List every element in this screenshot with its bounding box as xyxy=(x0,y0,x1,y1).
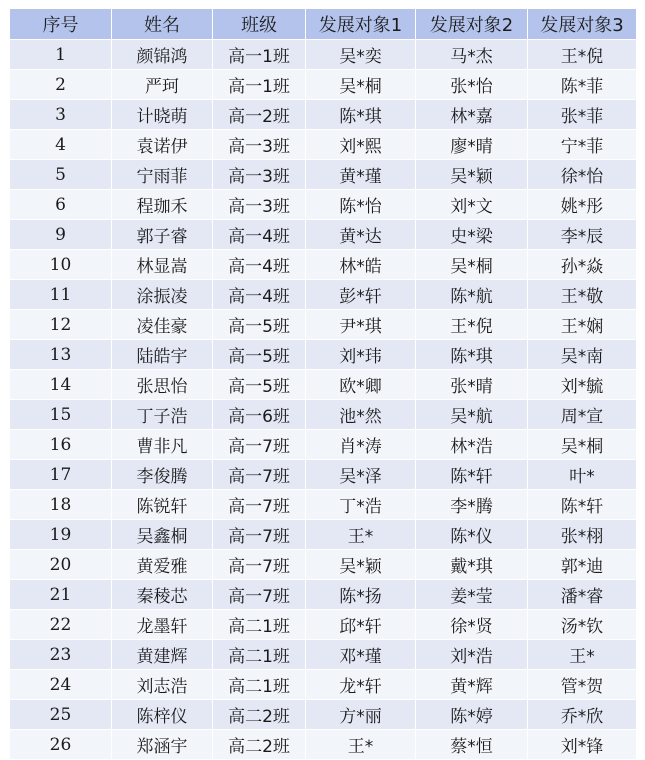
table-row xyxy=(10,730,637,760)
cell-class: 高一3班 xyxy=(213,130,306,160)
student-table xyxy=(9,8,637,760)
cell-index: 3 xyxy=(10,100,112,130)
cell-target-1: 陈*怡 xyxy=(306,190,416,220)
cell-target-1: 池*然 xyxy=(306,400,416,430)
cell-index: 12 xyxy=(10,310,112,340)
table-row xyxy=(10,190,637,220)
cell-name: 张思怡 xyxy=(112,370,213,400)
cell-target-1: 黄*达 xyxy=(306,220,416,250)
cell-index: 2 xyxy=(10,70,112,100)
cell-target-3: 王* xyxy=(528,640,637,670)
cell-class: 高一7班 xyxy=(213,520,306,550)
table-row xyxy=(10,550,637,580)
cell-target-1: 刘*玮 xyxy=(306,340,416,370)
table-row xyxy=(10,340,637,370)
table-row xyxy=(10,400,637,430)
cell-target-3: 孙*焱 xyxy=(528,250,637,280)
cell-target-3: 王*倪 xyxy=(528,40,637,70)
cell-name: 丁子浩 xyxy=(112,400,213,430)
cell-target-1: 欧*卿 xyxy=(306,370,416,400)
cell-class: 高一4班 xyxy=(213,280,306,310)
header-index: 序号 xyxy=(10,9,112,40)
cell-target-2: 刘*文 xyxy=(416,190,528,220)
cell-target-3: 潘*睿 xyxy=(528,580,637,610)
cell-target-3: 刘*毓 xyxy=(528,370,637,400)
cell-target-3: 陈*轩 xyxy=(528,490,637,520)
cell-target-2: 林*浩 xyxy=(416,430,528,460)
cell-target-3: 姚*彤 xyxy=(528,190,637,220)
table-row xyxy=(10,40,637,70)
table-row xyxy=(10,310,637,340)
cell-target-1: 吴*颖 xyxy=(306,550,416,580)
cell-name: 秦稜芯 xyxy=(112,580,213,610)
table-body xyxy=(10,40,637,760)
cell-target-3: 汤*钦 xyxy=(528,610,637,640)
cell-class: 高一7班 xyxy=(213,460,306,490)
header-class: 班级 xyxy=(213,9,306,40)
cell-target-2: 蔡*恒 xyxy=(416,730,528,760)
cell-target-1: 陈*琪 xyxy=(306,100,416,130)
cell-name: 曹非凡 xyxy=(112,430,213,460)
cell-index: 11 xyxy=(10,280,112,310)
cell-target-2: 陈*婷 xyxy=(416,700,528,730)
table-row xyxy=(10,370,637,400)
cell-target-1: 龙*轩 xyxy=(306,670,416,700)
cell-index: 22 xyxy=(10,610,112,640)
cell-index: 15 xyxy=(10,400,112,430)
cell-index: 10 xyxy=(10,250,112,280)
cell-index: 23 xyxy=(10,640,112,670)
cell-class: 高一3班 xyxy=(213,160,306,190)
cell-target-2: 吴*桐 xyxy=(416,250,528,280)
cell-target-3: 张*菲 xyxy=(528,100,637,130)
cell-target-2: 陈*琪 xyxy=(416,340,528,370)
cell-name: 袁诺伊 xyxy=(112,130,213,160)
cell-target-3: 吴*桐 xyxy=(528,430,637,460)
cell-name: 凌佳豪 xyxy=(112,310,213,340)
cell-target-2: 廖*晴 xyxy=(416,130,528,160)
cell-target-2: 张*怡 xyxy=(416,70,528,100)
cell-target-2: 王*倪 xyxy=(416,310,528,340)
cell-class: 高一5班 xyxy=(213,310,306,340)
cell-index: 13 xyxy=(10,340,112,370)
cell-class: 高一1班 xyxy=(213,70,306,100)
cell-target-1: 吴*奕 xyxy=(306,40,416,70)
cell-class: 高一2班 xyxy=(213,100,306,130)
cell-target-1: 尹*琪 xyxy=(306,310,416,340)
cell-class: 高一6班 xyxy=(213,400,306,430)
cell-class: 高一3班 xyxy=(213,190,306,220)
cell-target-2: 张*晴 xyxy=(416,370,528,400)
cell-target-1: 彭*轩 xyxy=(306,280,416,310)
cell-target-2: 林*嘉 xyxy=(416,100,528,130)
cell-name: 郭子睿 xyxy=(112,220,213,250)
cell-class: 高一7班 xyxy=(213,550,306,580)
cell-target-1: 陈*扬 xyxy=(306,580,416,610)
cell-target-3: 刘*锋 xyxy=(528,730,637,760)
cell-name: 程珈禾 xyxy=(112,190,213,220)
cell-name: 郑涵宇 xyxy=(112,730,213,760)
cell-target-3: 陈*菲 xyxy=(528,70,637,100)
cell-index: 26 xyxy=(10,730,112,760)
table-row xyxy=(10,250,637,280)
cell-class: 高一7班 xyxy=(213,490,306,520)
cell-target-3: 吴*南 xyxy=(528,340,637,370)
cell-name: 吴鑫桐 xyxy=(112,520,213,550)
cell-name: 颜锦鸿 xyxy=(112,40,213,70)
cell-index: 9 xyxy=(10,220,112,250)
cell-name: 李俊腾 xyxy=(112,460,213,490)
table-row xyxy=(10,610,637,640)
cell-target-3: 乔*欣 xyxy=(528,700,637,730)
cell-index: 5 xyxy=(10,160,112,190)
cell-target-2: 姜*莹 xyxy=(416,580,528,610)
cell-target-1: 邓*瑾 xyxy=(306,640,416,670)
cell-target-2: 戴*琪 xyxy=(416,550,528,580)
cell-target-2: 吴*航 xyxy=(416,400,528,430)
cell-index: 16 xyxy=(10,430,112,460)
cell-target-2: 徐*贤 xyxy=(416,610,528,640)
header-row xyxy=(10,9,637,40)
table-row xyxy=(10,160,637,190)
cell-class: 高二2班 xyxy=(213,700,306,730)
cell-target-1: 刘*熙 xyxy=(306,130,416,160)
header-target-2: 发展对象2 xyxy=(416,9,528,40)
header-name: 姓名 xyxy=(112,9,213,40)
table-row xyxy=(10,640,637,670)
cell-target-1: 王* xyxy=(306,520,416,550)
cell-target-1: 丁*浩 xyxy=(306,490,416,520)
table-row xyxy=(10,70,637,100)
cell-name: 严珂 xyxy=(112,70,213,100)
cell-class: 高一4班 xyxy=(213,220,306,250)
table-row xyxy=(10,430,637,460)
cell-index: 4 xyxy=(10,130,112,160)
cell-name: 黄建辉 xyxy=(112,640,213,670)
table-row xyxy=(10,700,637,730)
cell-index: 6 xyxy=(10,190,112,220)
cell-class: 高二1班 xyxy=(213,610,306,640)
cell-target-3: 叶* xyxy=(528,460,637,490)
cell-name: 计晓萌 xyxy=(112,100,213,130)
cell-target-2: 李*腾 xyxy=(416,490,528,520)
cell-target-3: 郭*迪 xyxy=(528,550,637,580)
table-row xyxy=(10,670,637,700)
cell-class: 高一1班 xyxy=(213,40,306,70)
cell-class: 高一7班 xyxy=(213,430,306,460)
cell-name: 陈梓仪 xyxy=(112,700,213,730)
cell-name: 陆皓宇 xyxy=(112,340,213,370)
cell-name: 黄爱雅 xyxy=(112,550,213,580)
table-row xyxy=(10,580,637,610)
cell-index: 25 xyxy=(10,700,112,730)
cell-target-3: 宁*菲 xyxy=(528,130,637,160)
header-target-3: 发展对象3 xyxy=(528,9,637,40)
cell-target-2: 刘*浩 xyxy=(416,640,528,670)
cell-target-2: 陈*航 xyxy=(416,280,528,310)
cell-target-2: 马*杰 xyxy=(416,40,528,70)
cell-name: 涂振凌 xyxy=(112,280,213,310)
cell-target-3: 李*辰 xyxy=(528,220,637,250)
cell-target-2: 史*梁 xyxy=(416,220,528,250)
cell-target-1: 邱*轩 xyxy=(306,610,416,640)
cell-target-3: 周*宣 xyxy=(528,400,637,430)
cell-index: 17 xyxy=(10,460,112,490)
cell-target-1: 方*丽 xyxy=(306,700,416,730)
table-row xyxy=(10,460,637,490)
header-target-1: 发展对象1 xyxy=(306,9,416,40)
cell-target-3: 张*栩 xyxy=(528,520,637,550)
cell-target-1: 王* xyxy=(306,730,416,760)
table-row xyxy=(10,280,637,310)
cell-index: 1 xyxy=(10,40,112,70)
cell-index: 20 xyxy=(10,550,112,580)
cell-target-1: 黄*瑾 xyxy=(306,160,416,190)
cell-index: 21 xyxy=(10,580,112,610)
cell-target-3: 管*贺 xyxy=(528,670,637,700)
cell-target-2: 陈*仪 xyxy=(416,520,528,550)
table-row xyxy=(10,520,637,550)
table-row xyxy=(10,490,637,520)
cell-class: 高二2班 xyxy=(213,730,306,760)
cell-target-1: 肖*涛 xyxy=(306,430,416,460)
cell-target-3: 徐*怡 xyxy=(528,160,637,190)
cell-index: 14 xyxy=(10,370,112,400)
cell-target-2: 黄*辉 xyxy=(416,670,528,700)
cell-name: 龙墨轩 xyxy=(112,610,213,640)
cell-target-2: 陈*轩 xyxy=(416,460,528,490)
cell-class: 高二1班 xyxy=(213,640,306,670)
table-row xyxy=(10,130,637,160)
cell-index: 24 xyxy=(10,670,112,700)
cell-index: 19 xyxy=(10,520,112,550)
cell-index: 18 xyxy=(10,490,112,520)
table-row xyxy=(10,100,637,130)
cell-class: 高一7班 xyxy=(213,580,306,610)
cell-target-1: 吴*桐 xyxy=(306,70,416,100)
cell-target-1: 吴*泽 xyxy=(306,460,416,490)
cell-target-2: 吴*颖 xyxy=(416,160,528,190)
table-header xyxy=(10,9,637,40)
cell-target-3: 王*敬 xyxy=(528,280,637,310)
cell-name: 陈锐轩 xyxy=(112,490,213,520)
cell-name: 宁雨菲 xyxy=(112,160,213,190)
cell-class: 高一5班 xyxy=(213,340,306,370)
cell-name: 林显嵩 xyxy=(112,250,213,280)
table-row xyxy=(10,220,637,250)
cell-target-1: 林*皓 xyxy=(306,250,416,280)
cell-name: 刘志浩 xyxy=(112,670,213,700)
cell-class: 高一5班 xyxy=(213,370,306,400)
cell-target-3: 王*娴 xyxy=(528,310,637,340)
cell-class: 高一4班 xyxy=(213,250,306,280)
cell-class: 高二1班 xyxy=(213,670,306,700)
